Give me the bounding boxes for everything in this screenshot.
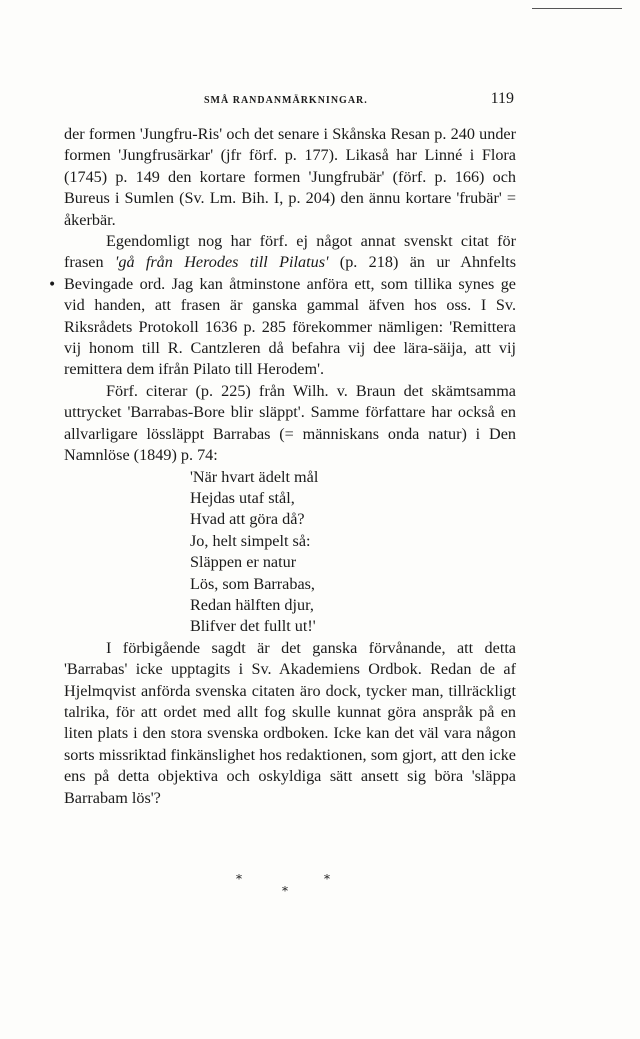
paragraph — [64, 231, 516, 381]
body-text — [64, 124, 516, 809]
page-header — [64, 90, 516, 112]
paragraph-text: Egendomligt nog har förf. ej något annat svenskt citat för frasen — [64, 232, 516, 272]
running-head: SMÅ RANDANMÄRKNINGAR. — [204, 95, 368, 106]
asterisk: * — [236, 872, 242, 886]
asterisk: * — [324, 872, 330, 886]
asterisk: * — [282, 884, 288, 898]
poem — [64, 467, 516, 638]
poem-line: Lös, som Barrabas, — [190, 574, 315, 593]
poem-line: Hvad att göra då? — [190, 510, 305, 529]
paragraph: I förbigående sagdt är det ganska förvånande, att detta 'Barrabas' icke upptagits i Sv. Akademiens Ordbok. Redan de af Hjelmqvist anförda svenska citaten äro dock, tycker man, tillräckligt talrika, för att ordet med allt fog skulle kunnat göra anspråk på en liten plats i den stora svenska ordboken. Icke kan det väl vara någon sorts missriktad finkänslighet hos redaktionen, som gjort, att den icke ens på detta objektiva och oskyldiga sätt ansett sig böra 'släppa Barrabam lös'? — [64, 638, 516, 807]
poem-line: Jo, helt simpelt så: — [190, 531, 311, 550]
poem-line: 'När hvart ädelt mål — [190, 467, 319, 486]
section-break — [0, 872, 640, 902]
page-number: 119 — [490, 90, 514, 107]
paragraph-text: (p. 218) än ur Ahnfelts Bevingade ord. Jag kan åtminstone anföra ett, som tillika synes ge vid handen, att frasen är ganska gammal äfven hos oss. I Sv. Riksrådets Protokoll 1636 p. 285 förekommer nämligen: 'Remittera vij honom till R. Cantzleren då befahra vij dee lära-säija, att vij remittera dem ifrån Pilato till Herodem'. — [64, 253, 516, 379]
poem-line: Släppen er natur — [190, 553, 297, 572]
top-rule — [532, 8, 622, 9]
paragraph: der formen 'Jungfru-Ris' och det senare i Skånska Resan p. 240 under formen 'Jungfrusärkar' (jfr förf. p. 177). Likaså har Linné i Flora (1745) p. 149 den kortare formen 'Jungfrubär' (förf. p. 166) och Bureus i Sumlen (Sv. Lm. Bih. I, p. 204) den ännu kortare 'frubär' = åkerbär. — [64, 125, 516, 229]
poem-line: Redan hälften djur, — [190, 595, 314, 614]
margin-mark: • — [48, 277, 57, 293]
italic-phrase: 'gå från Herodes till Pilatus' — [114, 253, 329, 272]
poem-line: Blifver det fullt ut!' — [190, 617, 316, 636]
paragraph: Förf. citerar (p. 225) från Wilh. v. Braun det skämtsamma uttrycket 'Barrabas-Bore blir släppt'. Samme författare har också en allvarligare lössläppt Barrabas (= människans onda natur) i Den Namnlöse (1849) p. 74: — [64, 381, 516, 465]
poem-line: Hejdas utaf stål, — [190, 488, 295, 507]
